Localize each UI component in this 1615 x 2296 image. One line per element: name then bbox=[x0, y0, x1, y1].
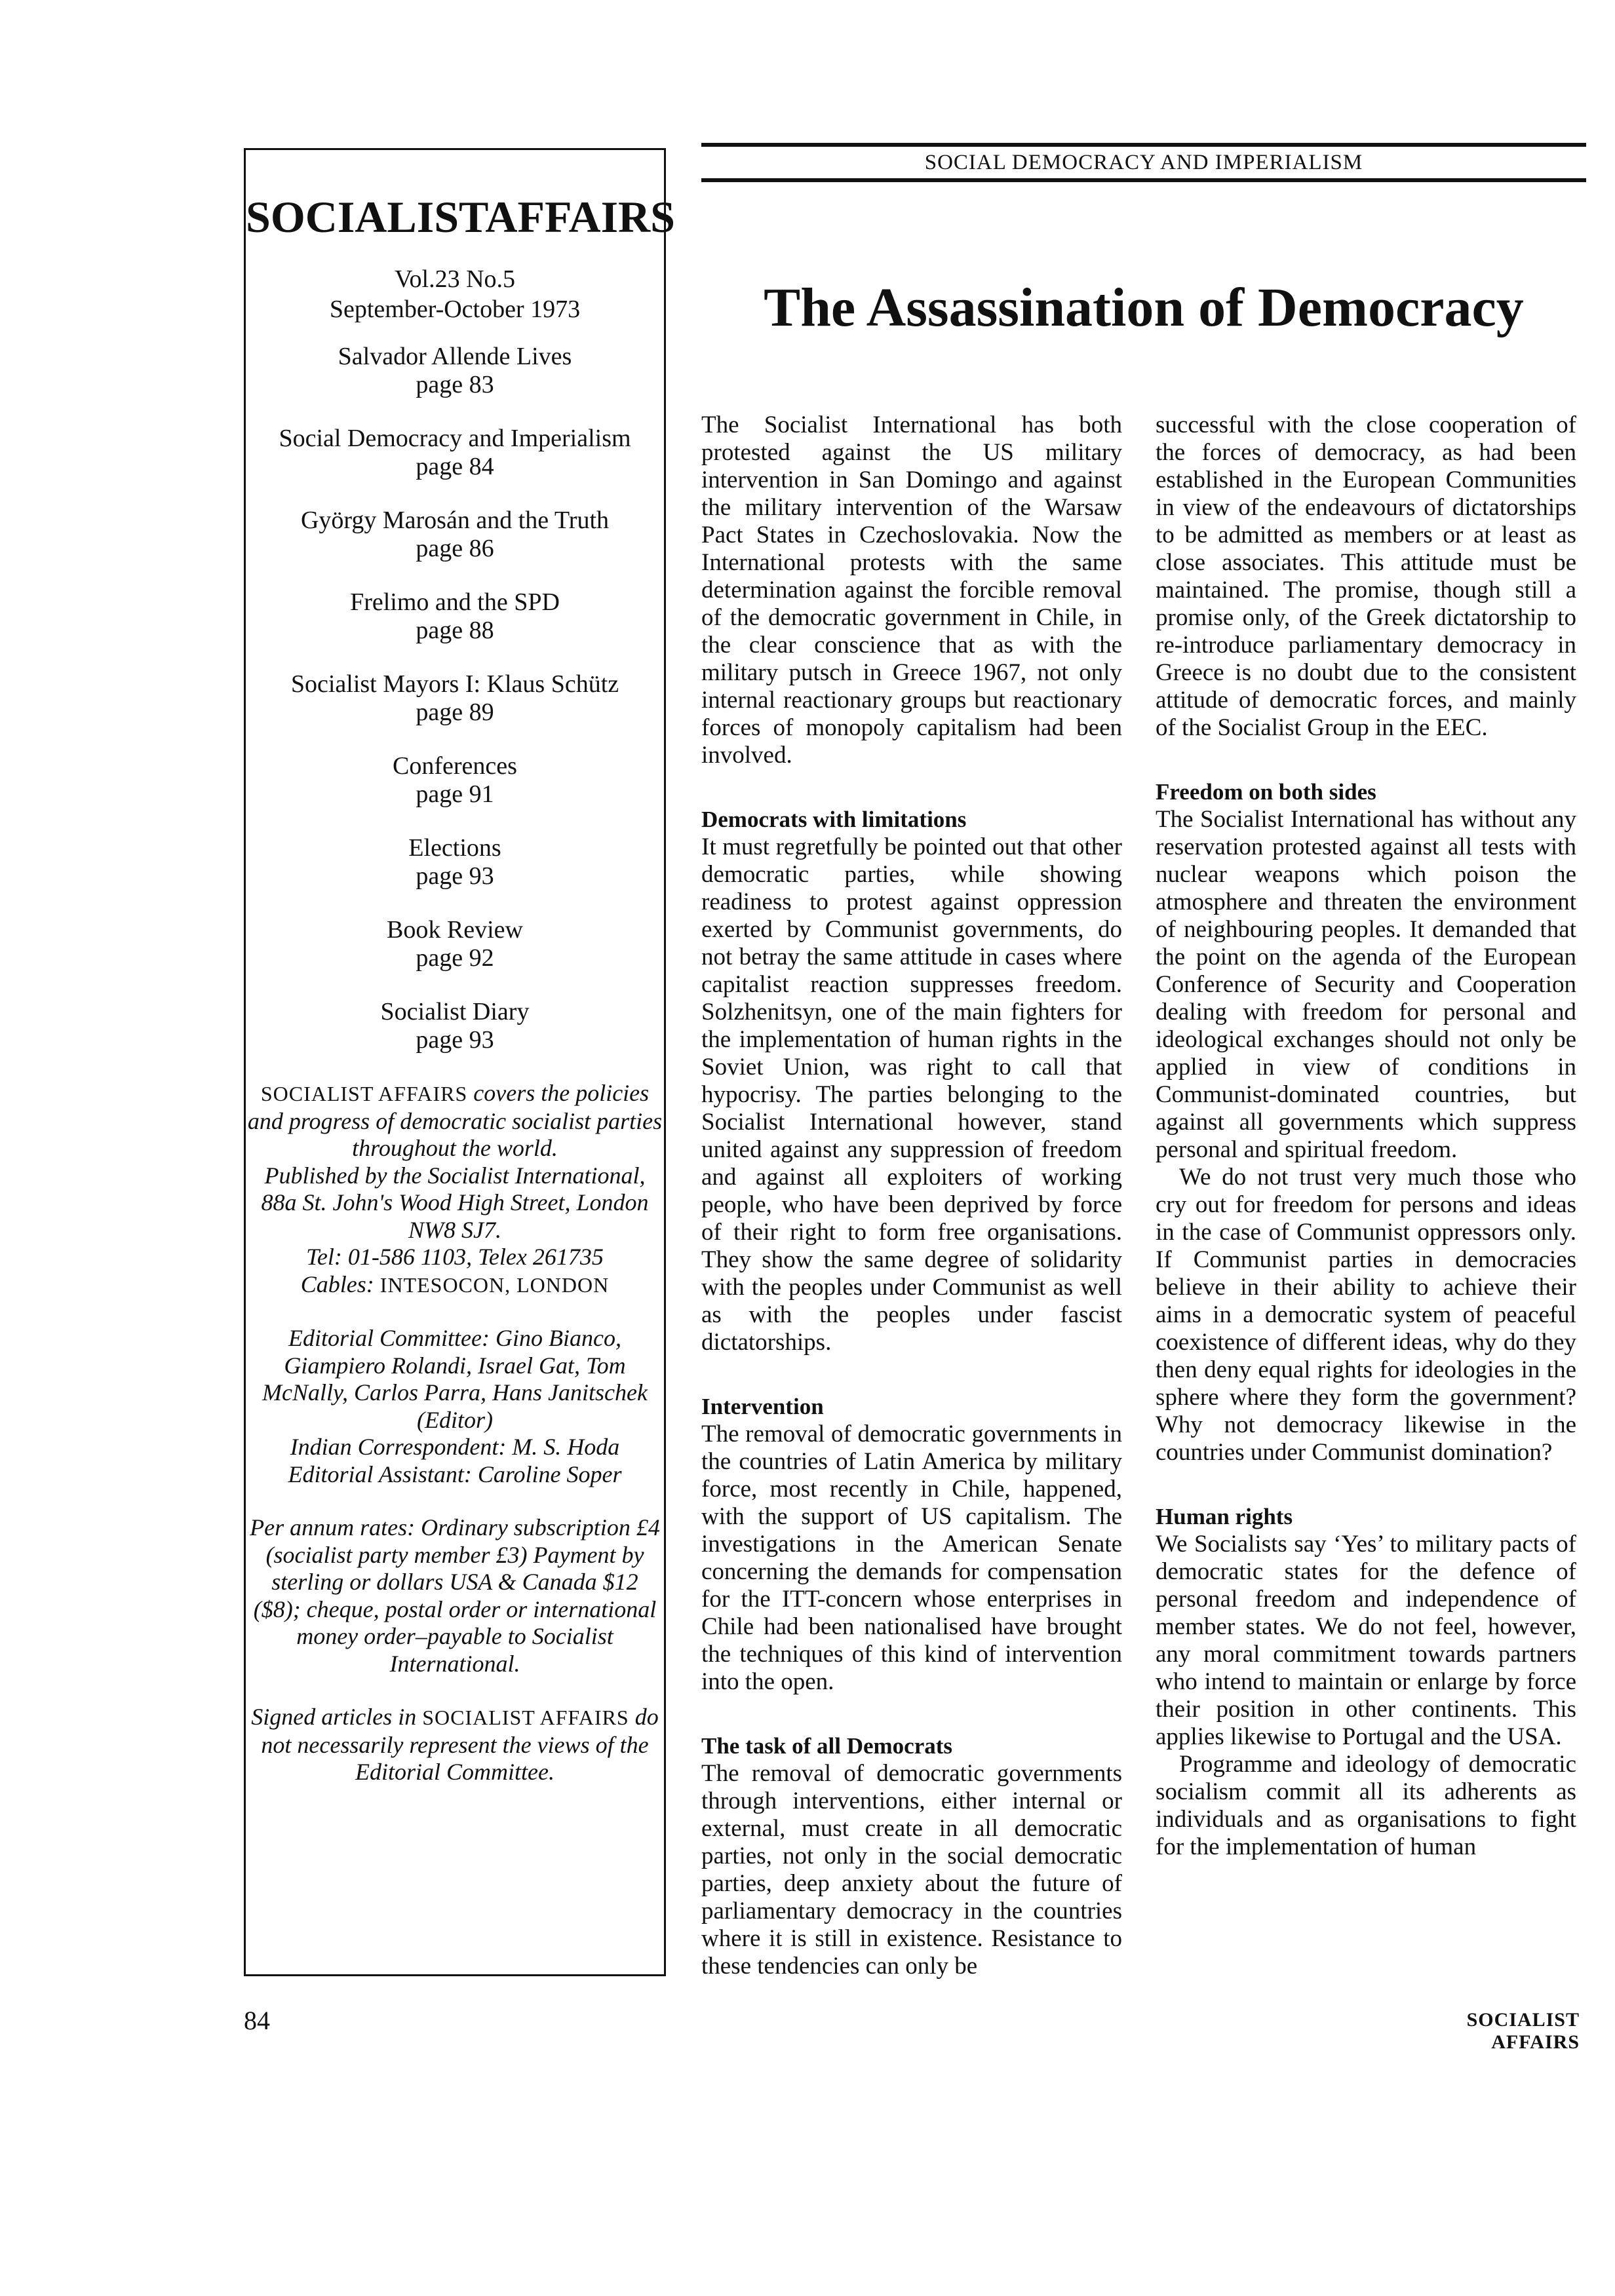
toc-title: Social Democracy and Imperialism bbox=[279, 425, 631, 452]
toc-entry[interactable] bbox=[246, 588, 664, 645]
article-headline: The Assassination of Democracy bbox=[764, 277, 1524, 338]
paragraph: It must regretfully be pointed out that other democratic parties, while showing readiness to protest against oppression exerted by Communist governments, do not betray the same attitude in cases where capitalist reaction suppresses freedom. Solzhenitsyn, one of the main fighters for the implementation of human rights in the Soviet Union, was right to call that hypocrisy. The parties belonging to the Socialist International however, stand united against any suppression of freedom and against all exploiters of working people, who have been deprived by force of their right to form free organisations. They show the same degree of solidarity with the peoples under Communist as well as with the peoples under fascist dictatorships. bbox=[701, 833, 1122, 1356]
toc-title: Socialist Diary bbox=[380, 998, 530, 1025]
toc-entry[interactable] bbox=[246, 752, 664, 809]
toc-entry[interactable] bbox=[246, 670, 664, 727]
subheading: Human rights bbox=[1156, 1504, 1293, 1529]
article-column-right bbox=[1156, 411, 1576, 1861]
paragraph: The Socialist International has both protested against the US military intervention in San Domingo and against the military intervention of the Warsaw Pact States in Czechoslovakia. Now the International protests with the same determination against the forcible removal of the democratic government in Chile, in the clear conscience that as with the military putsch in Greece 1967, not only internal reactionary groups but reactionary forces of monopoly capitalism had been involved. bbox=[701, 411, 1122, 769]
toc-title: Frelimo and the SPD bbox=[350, 588, 560, 616]
toc-title: Salvador Allende Lives bbox=[338, 343, 572, 370]
editorial-committee: Editorial Committee: Gino Bianco, Giampiero Rolandi, Israel Gat, Tom McNally, Carlos Parra, Hans Janitschek (Editor) Indian Correspondent: M. S. Hoda Editorial Assistant: Caroline Soper bbox=[262, 1325, 648, 1487]
disclaimer: Signed articles in SOCIALIST AFFAIRS do not necessarily represent the views of the Editorial Committee. bbox=[251, 1704, 659, 1785]
correspondent: Indian Correspondent: M. S. Hoda bbox=[290, 1434, 620, 1460]
toc-title: Socialist Mayors I: Klaus Schütz bbox=[290, 670, 619, 698]
toc-page: page 86 bbox=[416, 535, 494, 562]
toc-title: Conferences bbox=[393, 752, 517, 780]
toc-entry[interactable] bbox=[246, 998, 664, 1054]
subheading: Freedom on both sides bbox=[1156, 779, 1376, 805]
toc-page: page 93 bbox=[416, 862, 494, 890]
telephone: Tel: 01-586 1103, Telex 261735 bbox=[306, 1244, 604, 1270]
toc-entry[interactable] bbox=[246, 425, 664, 481]
toc-title: Elections bbox=[408, 834, 501, 862]
about-text: SOCIALIST AFFAIRS covers the policies and progress of democratic socialist parties throughout the world. Published by the Socialist International, 88a St. John's Wood High Street, London NW8 SJ7. Tel: 01-586 1103, Telex 261735 Cables: INTESOCON, LONDON bbox=[247, 1080, 663, 1297]
issue-date: September-October 1973 bbox=[329, 296, 581, 323]
masthead-info bbox=[246, 1080, 664, 1786]
toc-page: page 92 bbox=[416, 944, 494, 972]
issue-info bbox=[246, 264, 664, 324]
toc-page: page 88 bbox=[416, 617, 494, 644]
toc-entry[interactable] bbox=[246, 343, 664, 399]
publisher: Published by the Socialist International, 88a St. John's Wood High Street, London NW8 SJ7. bbox=[261, 1162, 649, 1243]
magazine-title: SOCIALISTAFFAIRS bbox=[246, 192, 675, 242]
paragraph: We Socialists say ‘Yes’ to military pacts of democratic states for the defence of personal freedom and independence of member states. We do not feel, however, any moral commitment towards partners who intend to maintain or enlarge by force their position in other continents. This applies likewise to Portugal and the USA. bbox=[1156, 1531, 1576, 1750]
toc-page: page 84 bbox=[416, 453, 494, 480]
subheading: Democrats with limitations bbox=[701, 807, 967, 832]
running-head bbox=[701, 143, 1586, 182]
article-column-left bbox=[701, 411, 1122, 1980]
subscription-rates: Per annum rates: Ordinary subscription £4 (socialist party member £3) Payment by sterling or dollars USA & Canada $12 ($8); cheque, postal order or international money order–payable to Socialist International. bbox=[250, 1514, 660, 1677]
editorial-assistant: Editorial Assistant: Caroline Soper bbox=[288, 1461, 622, 1487]
toc-entry[interactable] bbox=[246, 507, 664, 563]
cables: INTESOCON, LONDON bbox=[379, 1272, 610, 1297]
toc-title: Book Review bbox=[387, 916, 523, 944]
page-number: 84 bbox=[244, 2006, 270, 2035]
toc-page: page 91 bbox=[416, 780, 494, 808]
toc-page: page 83 bbox=[416, 371, 494, 398]
paragraph: The Socialist International has without any reservation protested against all tests with nuclear weapons which poison the atmosphere and threaten the environment of neighbouring peoples. It demanded that the point on the agenda of the European Conference of Security and Cooperation dealing with freedom for personal and ideological exchanges should not only be applied in view of conditions in Communist-dominated countries, but against all governments which suppress personal and spiritual freedom. bbox=[1156, 806, 1576, 1163]
masthead-box bbox=[244, 148, 675, 1976]
paragraph: We do not trust very much those who cry out for freedom for persons and ideas in the case of Communist oppressors only. If Communist parties in democracies believe in their ability to achieve their aims in a democratic system of peaceful coexistence of different ideas, why do they then deny equal rights for ideologies in the sphere where they form the government? Why not democracy likewise in the countries under Communist domination? bbox=[1156, 1164, 1576, 1466]
toc-page: page 89 bbox=[416, 698, 494, 726]
section-title: SOCIAL DEMOCRACY AND IMPERIALISM bbox=[924, 151, 1363, 174]
toc-entry[interactable] bbox=[246, 834, 664, 890]
subheading: Intervention bbox=[701, 1394, 824, 1419]
toc-page: page 93 bbox=[416, 1026, 494, 1054]
paragraph: The removal of democratic governments through interventions, either internal or external, must create in all democratic parties, not only in the social democratic parties, deep anxiety about the future of parliamentary democracy in the countries where it is still in existence. Resistance to these tendencies can only be bbox=[701, 1760, 1122, 1980]
toc-entry[interactable] bbox=[246, 916, 664, 972]
paragraph: The removal of democratic governments in the countries of Latin America by military force, most recently in Chile, happened, with the support of US capitalism. The investigations in the American Senate concerning the demands for compensation for the ITT-concern whose enterprises in Chile had been nationalised have brought the techniques of this kind of intervention into the open. bbox=[701, 1421, 1122, 1695]
volume: Vol.23 No.5 bbox=[394, 265, 516, 293]
paragraph: Programme and ideology of democratic socialism commit all its adherents as individuals and as organisations to fight for the implementation of human bbox=[1156, 1751, 1576, 1860]
subheading: The task of all Democrats bbox=[701, 1733, 953, 1759]
footer-magazine-name: SOCIALIST AFFAIRS bbox=[1466, 2009, 1580, 2053]
toc-title: György Marosán and the Truth bbox=[300, 507, 610, 534]
paragraph: successful with the close cooperation of the forces of democracy, as had been established in the European Communities in view of the endeavours of dictatorships to be admitted as members or at least as close associates. This attitude must be maintained. The promise, though still a promise only, of the Greek dictatorship to re-introduce parliamentary democracy in Greece is no doubt due to the consistent attitude of democratic forces, and mainly of the Socialist Group in the EEC. bbox=[1156, 411, 1576, 741]
table-of-contents bbox=[246, 343, 664, 1054]
